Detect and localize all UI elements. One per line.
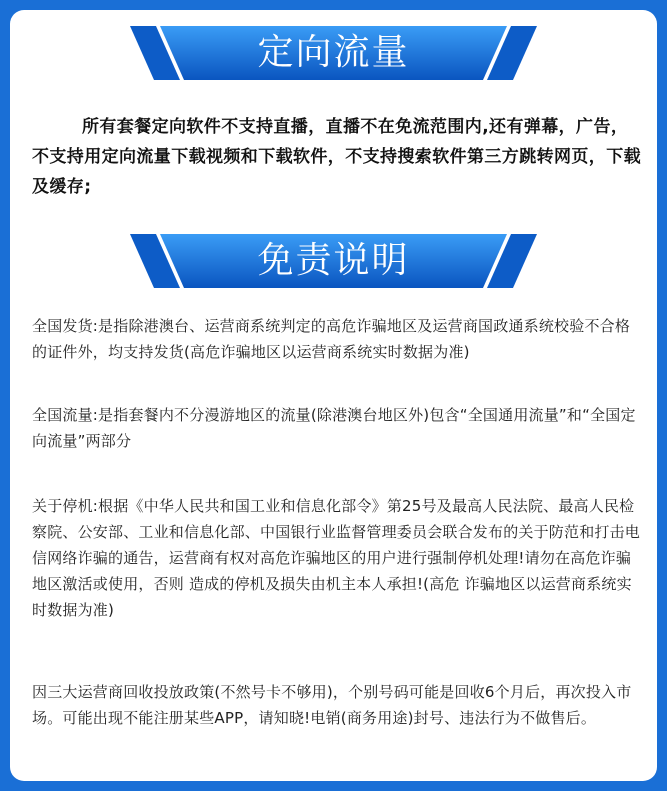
section-title: 免责说明 bbox=[257, 240, 410, 281]
disclaimer-paragraph-recycled-numbers: 因三大运营商回收投放政策(不然号卡不够用)，个别号码可能是回收6个月后，再次投入市场。可能出现不能注册某些APP，请知晓!电销(商务用途)封号、违法行为不做售后。 bbox=[32, 683, 632, 727]
disclaimer-paragraph-shipping: 全国发货:是指除港澳台、运营商系统判定的高危诈骗地区及运营商国政通系统校验不合格的证件外，均支持发货(高危诈骗地区以运营商系统实时数据为准) bbox=[32, 317, 631, 361]
directional-traffic-notice: 所有套餐定向软件不支持直播，直播不在免流范围内,还有弹幕，广告，不支持用定向流量下载视频和下载软件，不支持搜索软件第三方跳转网页，下载及缓存; bbox=[32, 117, 641, 197]
section-banner-disclaimer bbox=[10, 230, 657, 292]
section-title: 定向流量 bbox=[257, 32, 410, 73]
disclaimer-paragraph-suspension: 关于停机:根据《中华人民共和国工业和信息化部令》第25号及最高人民法院、最高人民检察院、公安部、工业和信息化部、中国银行业监督管理委员会联合发布的关于防范和打击电信网络诈骗的通告，运营商有权对高危诈骗地区的用户进行强制停机处理!请勿在高危诈骗地区激活或使用，否则 造成的停机及损失由机主本人承担!(高危 诈骗地区以运营商系统实时数据为准) bbox=[32, 497, 641, 619]
content-card bbox=[10, 10, 657, 781]
section-banner-directional-traffic bbox=[10, 22, 657, 84]
disclaimer-paragraph-national-traffic: 全国流量:是指套餐内不分漫游地区的流量(除港澳台地区外)包含“全国通用流量”和“全国定向流量”两部分 bbox=[32, 406, 636, 450]
